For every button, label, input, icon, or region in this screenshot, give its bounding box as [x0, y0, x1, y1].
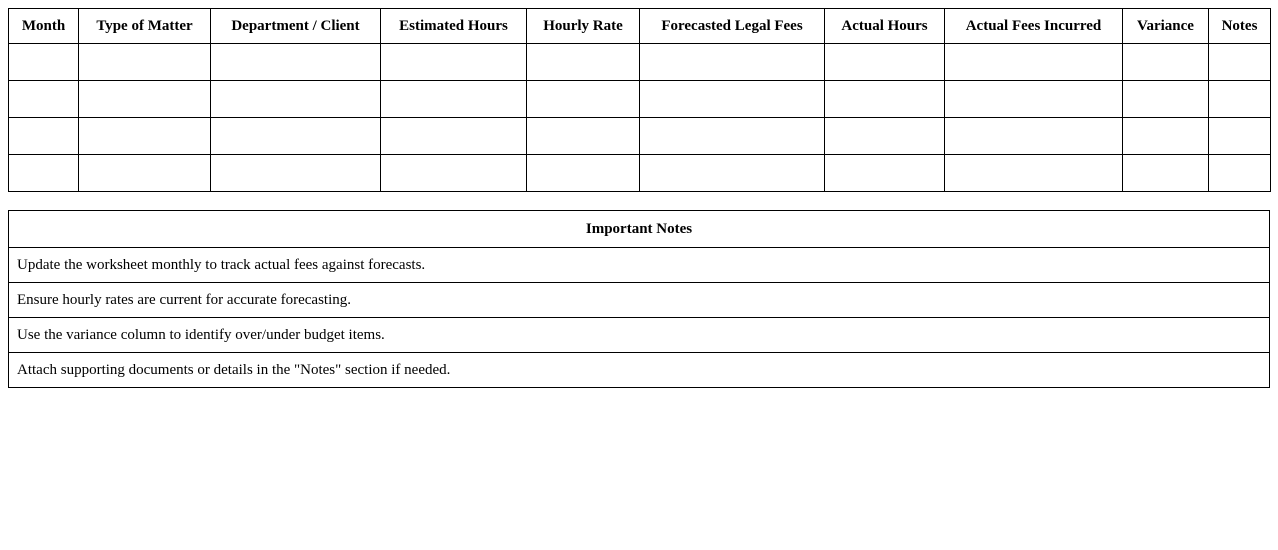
table-cell[interactable] [211, 155, 381, 192]
notes-title: Important Notes [9, 211, 1270, 248]
table-cell[interactable] [79, 81, 211, 118]
note-text: Ensure hourly rates are current for accurate forecasting. [9, 283, 1270, 318]
table-cell[interactable] [9, 44, 79, 81]
table-cell[interactable] [9, 81, 79, 118]
note-text: Use the variance column to identify over/under budget items. [9, 318, 1270, 353]
note-text: Attach supporting documents or details in the "Notes" section if needed. [9, 353, 1270, 388]
table-cell[interactable] [381, 81, 527, 118]
table-cell[interactable] [640, 81, 825, 118]
table-cell[interactable] [640, 118, 825, 155]
column-header-month: Month [9, 9, 79, 44]
list-item [9, 248, 1270, 283]
table-cell[interactable] [527, 44, 640, 81]
column-header-estimated-hours: Estimated Hours [381, 9, 527, 44]
table-cell[interactable] [825, 118, 945, 155]
column-header-department-client: Department / Client [211, 9, 381, 44]
table-cell[interactable] [945, 155, 1123, 192]
table-cell[interactable] [79, 155, 211, 192]
column-header-actual-hours: Actual Hours [825, 9, 945, 44]
table-cell[interactable] [79, 44, 211, 81]
table-cell[interactable] [211, 118, 381, 155]
table-cell[interactable] [945, 81, 1123, 118]
legal-fees-worksheet-table [8, 8, 1271, 192]
table-cell[interactable] [945, 118, 1123, 155]
table-cell[interactable] [211, 81, 381, 118]
table-cell[interactable] [1123, 118, 1209, 155]
table-cell[interactable] [381, 155, 527, 192]
list-item [9, 318, 1270, 353]
note-text: Update the worksheet monthly to track actual fees against forecasts. [9, 248, 1270, 283]
column-header-hourly-rate: Hourly Rate [527, 9, 640, 44]
table-row [9, 81, 1271, 118]
important-notes-table [8, 210, 1270, 388]
table-cell[interactable] [1209, 155, 1271, 192]
table-cell[interactable] [381, 44, 527, 81]
table-cell[interactable] [527, 155, 640, 192]
table-cell[interactable] [9, 155, 79, 192]
column-header-actual-fees-incurred: Actual Fees Incurred [945, 9, 1123, 44]
column-header-type-of-matter: Type of Matter [79, 9, 211, 44]
table-cell[interactable] [640, 155, 825, 192]
list-item [9, 283, 1270, 318]
table-cell[interactable] [1209, 118, 1271, 155]
table-cell[interactable] [1123, 81, 1209, 118]
table-cell[interactable] [1123, 44, 1209, 81]
table-cell[interactable] [211, 44, 381, 81]
table-row [9, 155, 1271, 192]
table-cell[interactable] [381, 118, 527, 155]
table-cell[interactable] [945, 44, 1123, 81]
table-cell[interactable] [527, 118, 640, 155]
table-cell[interactable] [1209, 81, 1271, 118]
table-cell[interactable] [825, 155, 945, 192]
list-item [9, 353, 1270, 388]
column-header-notes: Notes [1209, 9, 1271, 44]
table-cell[interactable] [1123, 155, 1209, 192]
table-row [9, 118, 1271, 155]
header-row [9, 9, 1271, 44]
table-row [9, 44, 1271, 81]
table-cell[interactable] [9, 118, 79, 155]
table-cell[interactable] [527, 81, 640, 118]
column-header-forecasted-legal-fees: Forecasted Legal Fees [640, 9, 825, 44]
column-header-variance: Variance [1123, 9, 1209, 44]
table-cell[interactable] [825, 81, 945, 118]
table-cell[interactable] [1209, 44, 1271, 81]
table-cell[interactable] [79, 118, 211, 155]
table-cell[interactable] [640, 44, 825, 81]
table-cell[interactable] [825, 44, 945, 81]
notes-header-row [9, 211, 1270, 248]
